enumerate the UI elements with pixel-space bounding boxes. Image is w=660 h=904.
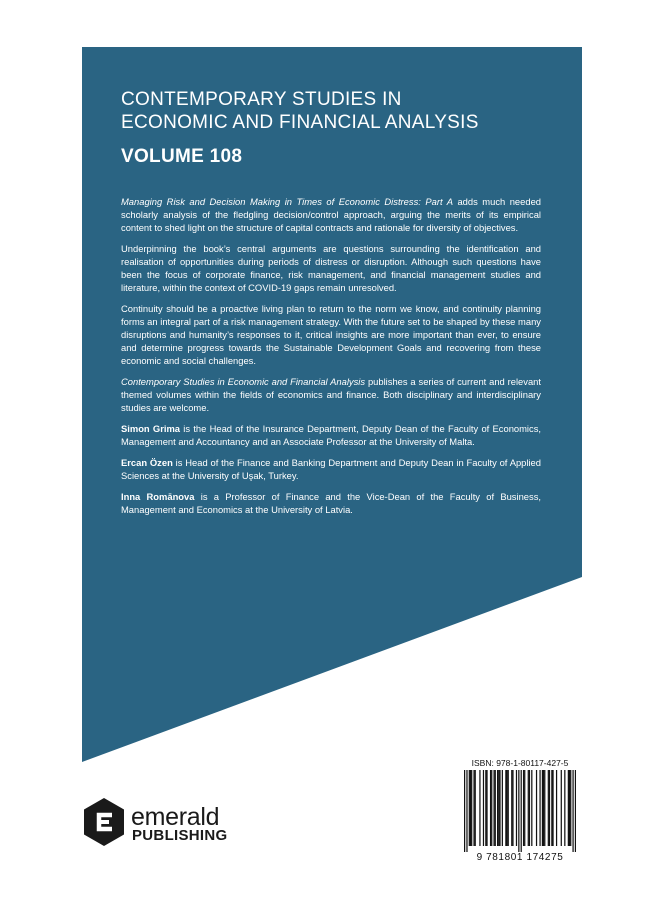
barcode-digits: 9 781801 174275 <box>476 852 564 863</box>
editor-bio-3 <box>121 490 541 516</box>
barcode-bar <box>469 770 470 846</box>
barcode-bar <box>490 770 491 846</box>
barcode-bar <box>498 770 499 846</box>
barcode-bar <box>505 770 506 846</box>
barcode-bar <box>570 770 571 846</box>
series-title <box>121 88 581 134</box>
barcode-bar <box>466 770 467 852</box>
barcode-bar <box>575 770 576 852</box>
barcode-bar <box>564 770 565 846</box>
back-cover-blurb <box>121 195 541 524</box>
barcode-bar <box>524 770 525 846</box>
barcode-bar <box>471 770 472 846</box>
logo-wordmark-emerald: emerald <box>131 803 220 831</box>
blurb-paragraph-4 <box>121 375 541 414</box>
blurb-paragraph-3: Continuity should be a proactive living plan to return to the norm we know, and continuity planning forms an integral part of a risk management strategy. With the future set to be shaped by these many disruptions and humanity’s responses to it, critical insights are more important than ever, to ensure and determine progress towards the Sustainable Development Goals and recovering from these economic and social challenges. <box>121 303 541 366</box>
barcode-bar <box>485 770 486 846</box>
barcode-bar <box>568 770 569 846</box>
logo-wordmark-publishing: PUBLISHING <box>132 827 228 844</box>
barcode-bar <box>475 770 476 846</box>
barcode-bar <box>506 770 507 846</box>
blurb-paragraph-1 <box>121 195 541 234</box>
blurb-p4-text: publishes a series of current and relevant themed volumes within the fields of economics and finance. Both disciplinary and interdisciplinary studies are welcome. <box>121 376 541 413</box>
editor-bio-text: is Head of the Finance and Banking Department and Deputy Dean in Faculty of Applied Sciences at the University of Uşak, Turkey. <box>121 457 541 481</box>
barcode-bar <box>483 770 484 846</box>
barcode-bar <box>470 770 471 846</box>
barcode-bar <box>569 770 570 846</box>
barcode-bar <box>561 770 562 846</box>
isbn-barcode <box>460 758 580 866</box>
emerald-e-hexagon-icon <box>82 797 126 847</box>
series-name-italic: Contemporary Studies in Economic and Financial Analysis <box>121 376 366 387</box>
barcode-bar <box>511 770 512 846</box>
editor-name: Ercan Özen <box>121 457 173 468</box>
barcode-bar <box>572 770 573 852</box>
editor-bio-2 <box>121 456 541 482</box>
barcode-bar <box>491 770 492 846</box>
barcode-bar <box>497 770 498 846</box>
series-title-line-1: CONTEMPORARY STUDIES IN <box>121 89 402 110</box>
barcode-bar <box>556 770 557 846</box>
barcode-bar <box>473 770 474 846</box>
barcode-bar <box>502 770 503 846</box>
book-title-italic: Managing Risk and Decision Making in Times of Economic Distress: Part A <box>121 196 453 207</box>
barcode-bar <box>552 770 553 846</box>
barcode-bar <box>523 770 524 846</box>
barcode-bar <box>542 770 543 846</box>
emerald-publishing-logo <box>82 797 262 857</box>
barcode-bar <box>551 770 552 846</box>
barcode-bar <box>521 770 522 852</box>
barcode-bar <box>548 770 549 846</box>
editor-bio-1 <box>121 422 541 448</box>
isbn-label: ISBN: 978-1-80117-427-5 <box>471 758 569 768</box>
barcode-bars <box>464 770 576 852</box>
barcode-bar <box>529 770 530 846</box>
blurb-p1-text: adds much needed scholarly analysis of the fledgling decision/control approach, arguing the merits of its empirical content to shed light on the structure of capital contracts and rationale for diversity of objectives. <box>121 196 541 233</box>
barcode-bar <box>499 770 500 846</box>
barcode-bar <box>536 770 537 846</box>
series-title-line-2: ECONOMIC AND FINANCIAL ANALYSIS <box>121 112 479 133</box>
blurb-paragraph-2: Underpinning the book’s central arguments are questions surrounding the identification and realisation of opportunities during periods of distress or disruption. Although such questions have been the focus of corporate finance, risk management, and financial management studies and literature, within the context of COVID-19 gaps remain unresolved. <box>121 243 541 293</box>
barcode-bar <box>531 770 532 846</box>
barcode-bar <box>543 770 544 846</box>
barcode-bar <box>539 770 540 846</box>
editor-bio-text: is a Professor of Finance and the Vice-Dean of the Faculty of Business, Management and Economics at the University of Latvia. <box>121 491 541 515</box>
barcode-bar <box>464 770 465 852</box>
barcode-bar <box>486 770 487 846</box>
barcode-bar <box>512 770 513 846</box>
volume-number: VOLUME 108 <box>121 146 243 167</box>
editor-bio-text: is the Head of the Insurance Department, Deputy Dean of the Faculty of Economics, Management and Accountancy and an Associate Professor at the University of Malta. <box>121 423 541 447</box>
editor-name: Simon Grima <box>121 423 181 434</box>
barcode-bar <box>518 770 519 852</box>
barcode-bar <box>516 770 517 846</box>
barcode-bar <box>508 770 509 846</box>
barcode-bar <box>493 770 494 846</box>
barcode-bar <box>549 770 550 846</box>
barcode-bar <box>528 770 529 846</box>
barcode-bar <box>544 770 545 846</box>
barcode-bar <box>495 770 496 846</box>
barcode-bar <box>479 770 480 846</box>
editor-name: Inna Romānova <box>121 491 195 502</box>
